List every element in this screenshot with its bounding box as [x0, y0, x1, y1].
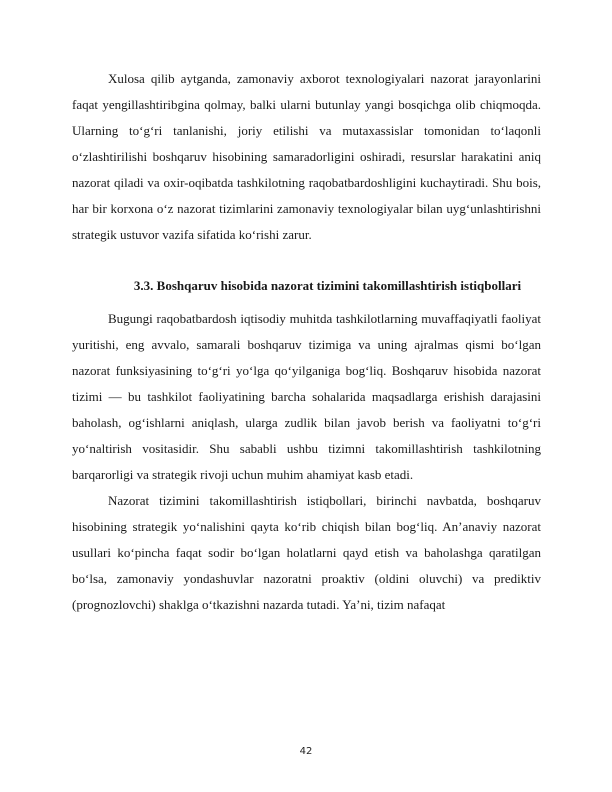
- body-paragraph-1: Bugungi raqobatbardosh iqtisodiy muhitda tashkilotlarning muvaffaqiyatli faoliyat yuritishi, eng avvalo, samarali boshqaruv tizimiga va uning ajralmas qismi bo‘lgan nazorat funksiyasining to‘g‘ri yo‘lga qo‘yilganiga bog‘liq. Boshqaruv hisobida nazorat tizimi — bu tashkilot faoliyatining barcha sohalarida maqsadlarga erishish darajasini baholash, og‘ishlarni aniqlash, ularga zudlik bilan javob berish va faoliyatni to‘g‘ri yo‘naltirish vositasidir. Shu sababli ushbu tizimni takomillashtirish tashkilotning barqarorligi va strategik rivoji uchun muhim ahamiyat kasb etadi.: [72, 311, 541, 482]
- section-heading: 3.3. Boshqaruv hisobida nazorat tizimini takomillashtirish istiqbollari: [133, 278, 522, 293]
- conclusion-paragraph: Xulosa qilib aytganda, zamonaviy axborot texnologiyalari nazorat jarayonlarini faqat yengillashtiribgina qolmay, balki ularni butunlay yangi bosqichga olib chiqmoqda. Ularning to‘g‘ri tanlanishi, joriy etilishi va mutaxassislar tomonidan to‘laqonli o‘zlashtirilishi boshqaruv hisobining samaradorligini oshiradi, resurslar harakatini aniq nazorat qiladi va oxir-oqibatda tashkilotning raqobatbardoshligini kuchaytiradi. Shu bois, har bir korxona o‘z nazorat tizimlarini zamonaviy texnologiyalar bilan uyg‘unlashtirishni strategik ustuvor vazifa sifatida ko‘rishi zarur.: [72, 71, 541, 242]
- document-page: [72, 66, 541, 618]
- body-paragraph-2: Nazorat tizimini takomillashtirish istiqbollari, birinchi navbatda, boshqaruv hisobining strategik yo‘nalishini qayta ko‘rib chiqish bilan bog‘liq. An’anaviy nazorat usullari ko‘pincha faqat sodir bo‘lgan holatlarni qayd etish va baholashga qaratilgan bo‘lsa, zamonaviy yondashuvlar nazoratni proaktiv (oldini oluvchi) va prediktiv (prognozlovchi) shaklga o‘tkazishni nazarda tutadi. Ya’ni, tizim nafaqat: [72, 493, 541, 612]
- page-number: 42: [299, 746, 313, 757]
